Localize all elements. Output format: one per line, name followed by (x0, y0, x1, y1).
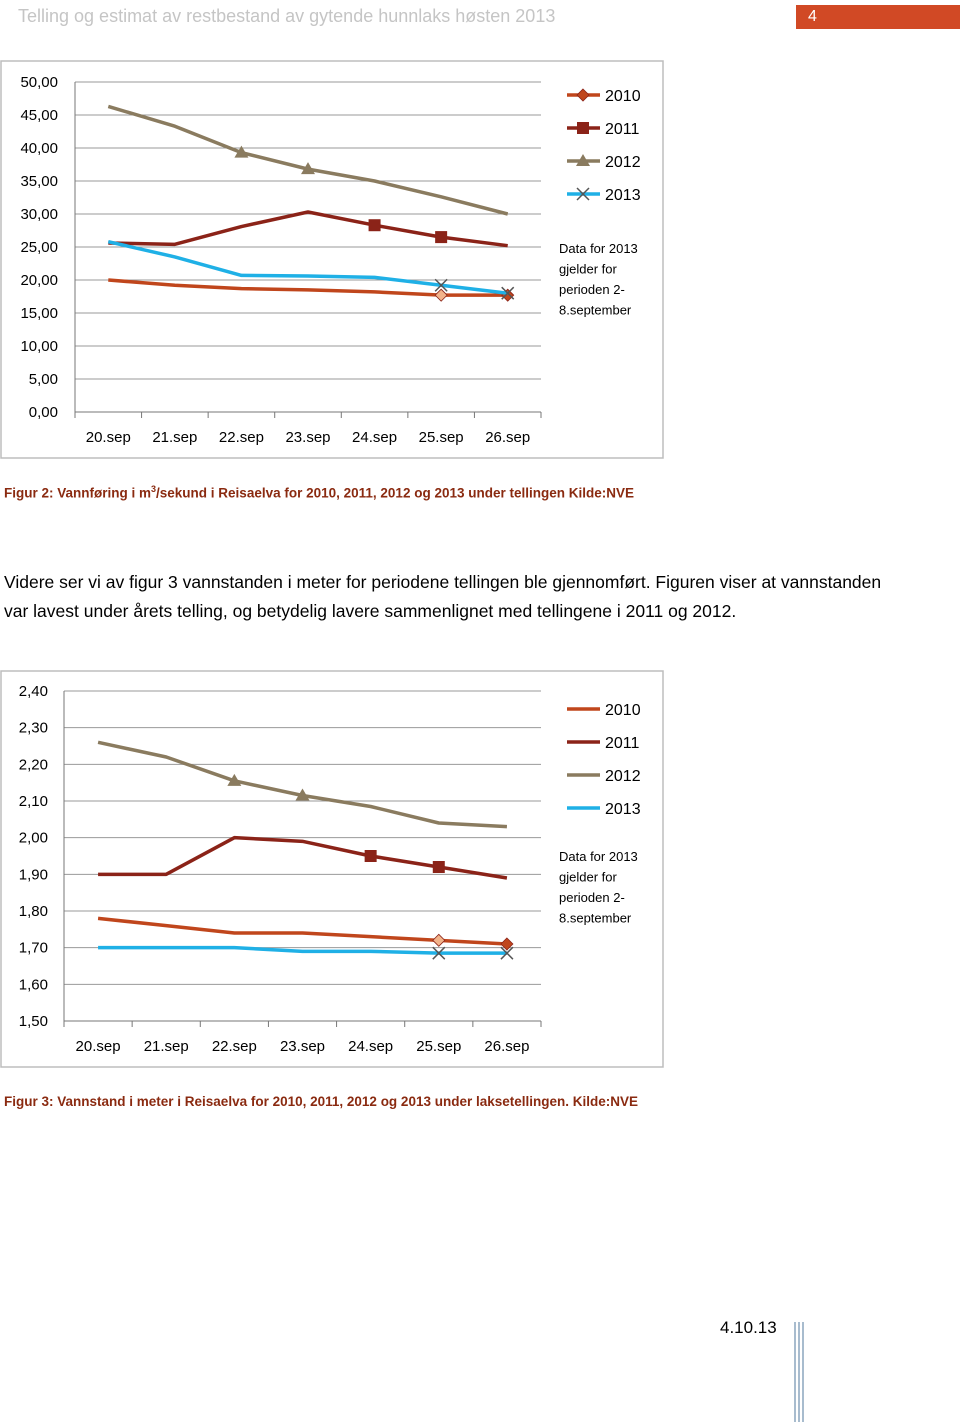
chart-note-line: 8.september (559, 910, 632, 926)
footer-date: 4.10.13 (720, 1318, 777, 1337)
legend-label-2013: 2013 (605, 801, 641, 818)
x-tick-label: 22.sep (218, 429, 264, 446)
chart-water-flow (0, 60, 680, 460)
y-tick-label: 2,30 (18, 719, 48, 737)
caption-prefix: Figur 2: Vannføring i m (4, 485, 152, 501)
figure-3-caption: Figur 3: Vannstand i meter i Reisaelva for 2010, 2011, 2012 og 2013 under laksetellingen. Kilde:NVE (4, 1094, 639, 1109)
x-tick-label: 26.sep (485, 429, 531, 446)
caption-suffix: /sekund i Reisaelva for 2010, 2011, 2012 og 2013 under tellingen Kilde:NVE (156, 485, 634, 501)
chart-note-line: 8.september (559, 302, 632, 318)
y-tick-label: 15,00 (20, 305, 58, 322)
y-tick-label: 2,10 (18, 793, 48, 810)
y-tick-label: 1,50 (18, 1013, 48, 1030)
y-tick-label: 2,40 (18, 683, 48, 700)
chart-frame (1, 61, 663, 458)
y-tick-label: 1,80 (18, 903, 48, 920)
legend-marker-2011 (577, 122, 589, 134)
data-point-2011 (435, 231, 447, 243)
x-tick-label: 23.sep (285, 429, 331, 446)
body-paragraph: Videre ser vi av figur 3 vannstanden i meter for periodene tellingen ble gjennomført. Figuren viser at vannstanden var lavest under årets telling, og betydelig lavere sammenlignet med tellingene i 2011 og 2012. (4, 572, 882, 621)
y-tick-label: 30,00 (20, 206, 58, 223)
legend-label-2012: 2012 (605, 768, 641, 785)
legend-label-2010: 2010 (605, 88, 641, 105)
figure-2-caption (4, 484, 634, 501)
document-header-title: Telling og estimat av restbestand av gytende hunnlaks høsten 2013 (18, 6, 556, 26)
y-tick-label: 20,00 (20, 272, 58, 289)
x-tick-label: 23.sep (279, 1038, 326, 1055)
page-number: 4 (796, 5, 960, 29)
y-tick-label: 1,90 (18, 866, 48, 884)
chart-note-line: perioden 2- (559, 890, 625, 905)
chart-note-line: gjelder for (559, 869, 617, 885)
legend-label-2010: 2010 (605, 702, 641, 719)
y-tick-label: 5,00 (28, 371, 58, 388)
x-tick-label: 24.sep (348, 1038, 394, 1055)
x-tick-label: 25.sep (418, 429, 464, 446)
y-tick-label: 2,20 (18, 756, 48, 774)
legend-label-2011: 2011 (605, 735, 640, 752)
data-point-2011 (365, 850, 377, 862)
chart-note-line: gjelder for (559, 261, 617, 277)
x-tick-label: 20.sep (85, 429, 131, 446)
y-tick-label: 45,00 (20, 107, 58, 124)
y-tick-label: 35,00 (20, 173, 58, 190)
footer-decorative-lines (793, 1322, 809, 1422)
y-tick-label: 0,00 (28, 404, 58, 421)
y-tick-label: 40,00 (20, 140, 58, 157)
legend-label-2011: 2011 (605, 121, 640, 138)
legend-label-2012: 2012 (605, 154, 641, 171)
x-tick-label: 24.sep (352, 429, 398, 446)
y-tick-label: 2,00 (18, 829, 48, 847)
y-tick-label: 25,00 (20, 239, 58, 256)
x-tick-label: 26.sep (484, 1038, 530, 1055)
y-tick-label: 1,70 (18, 939, 48, 957)
y-tick-label: 1,60 (18, 976, 48, 994)
data-point-2011 (369, 219, 381, 231)
x-tick-label: 25.sep (416, 1038, 462, 1055)
y-tick-label: 10,00 (20, 338, 58, 355)
legend-label-2013: 2013 (605, 187, 641, 204)
y-tick-label: 50,00 (20, 74, 58, 91)
data-point-2011 (433, 861, 445, 873)
caption-superscript: 3 (151, 484, 157, 494)
x-tick-label: 20.sep (75, 1038, 121, 1055)
x-tick-label: 21.sep (152, 429, 198, 446)
x-tick-label: 21.sep (143, 1038, 189, 1055)
chart-note-line: Data for 2013 (559, 849, 638, 864)
chart-note-line: Data for 2013 (559, 241, 638, 256)
chart-note-line: perioden 2- (559, 282, 625, 297)
x-tick-label: 22.sep (211, 1038, 257, 1055)
chart-water-level (0, 670, 680, 1070)
